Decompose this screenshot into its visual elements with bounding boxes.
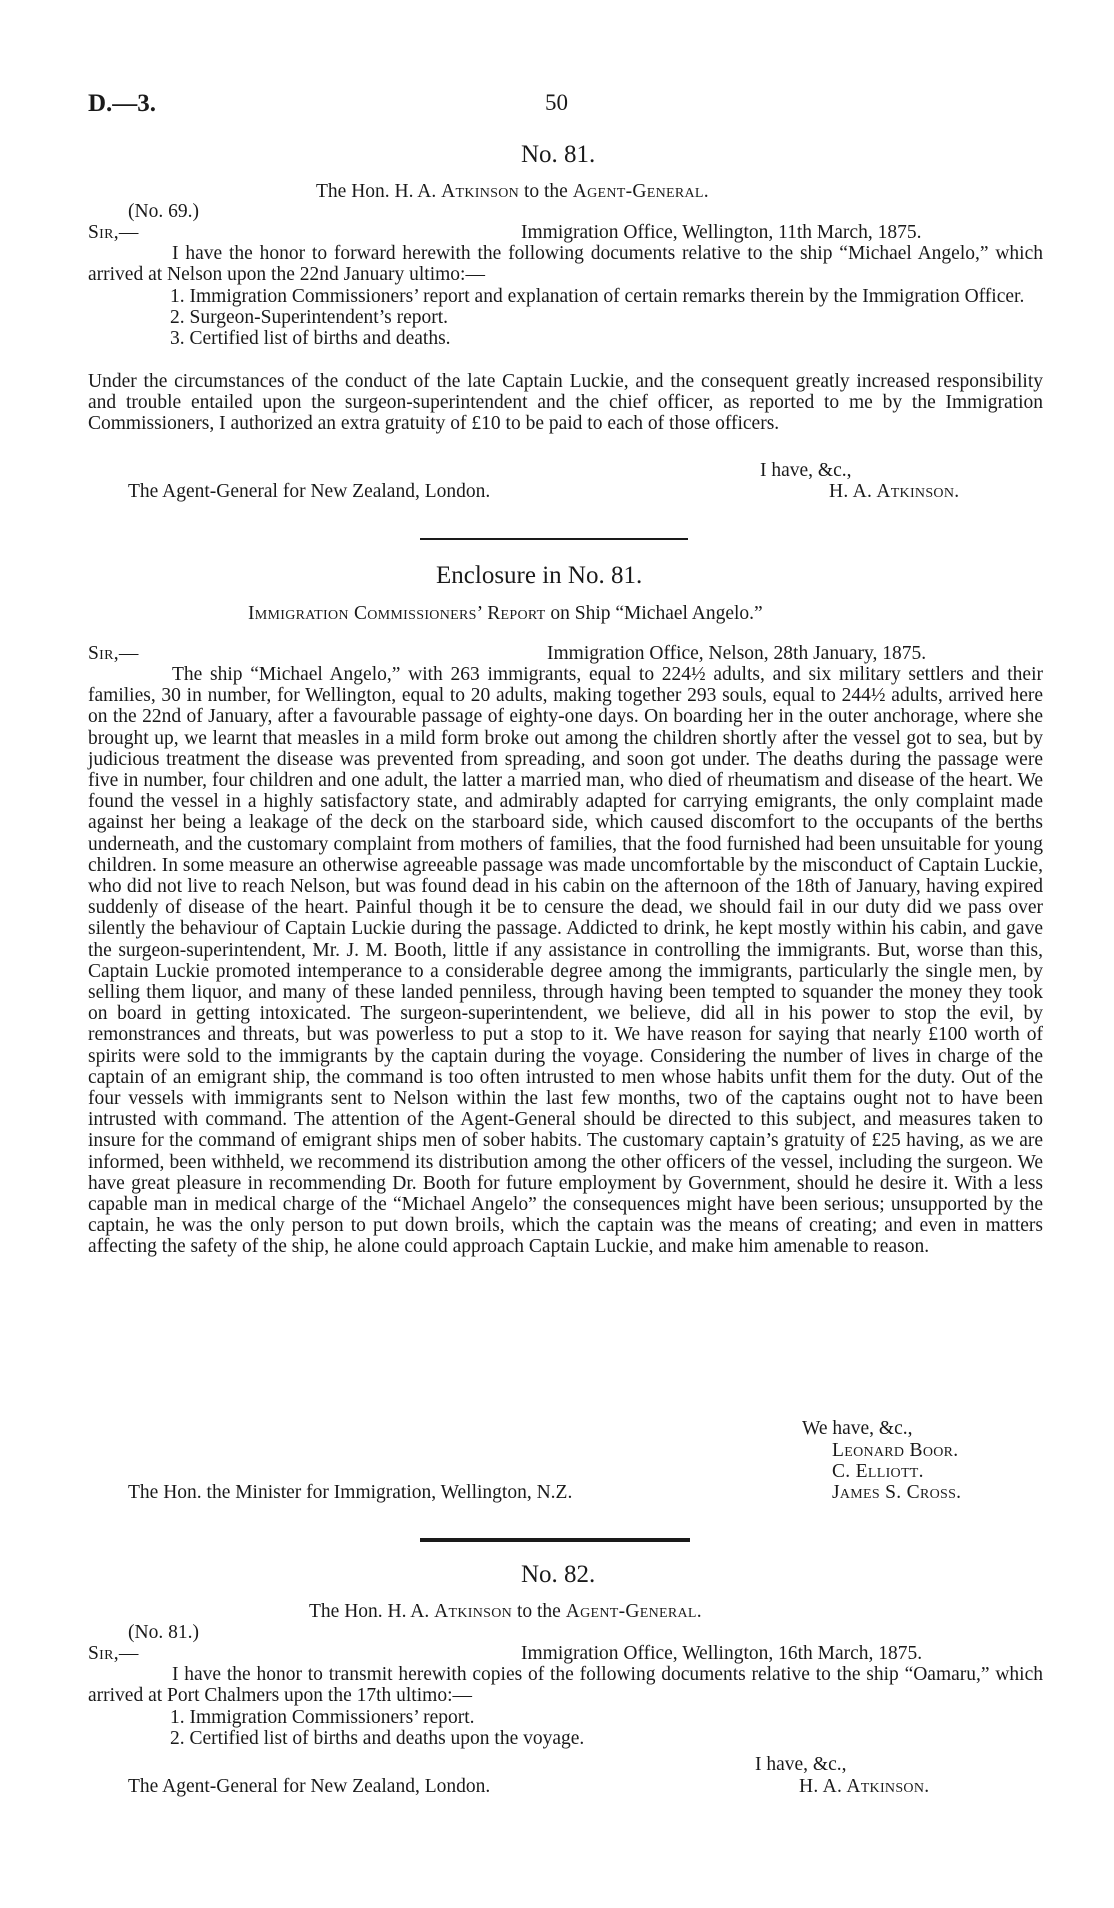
doc81-ref: (No. 69.) [128,201,199,222]
doc81-body-main [88,371,1043,435]
doc81-place-date: Immigration Office, Wellington, 11th March, 1875. [521,222,922,243]
doc82-from-to [309,1601,702,1622]
doc81-item-3: 3. Certified list of births and deaths. [170,328,451,350]
page-number: 50 [545,90,568,115]
enclosure-closing: We have, &c., [802,1418,913,1439]
doc81-from-to [316,181,709,202]
doc82-salutation: Sir,— [88,1643,139,1664]
series-code: D.—3. [88,90,157,117]
doc81-body2: Under the circumstances of the conduct of the late Captain Luckie, and the consequent greatly increased responsibility and trouble entailed upon the surgeon-superintendent and the chief officer, as reported to me by the Immigration Commissioners, I authorized an extra gratuity of £10 to be paid to each of those officers. [88,371,1043,435]
doc82-list [170,1707,1043,1749]
enclosure-report [88,664,1043,1258]
doc82-body-intro [88,1664,1043,1706]
doc81-from: The Hon. H. A. [316,181,437,202]
doc82-place-date: Immigration Office, Wellington, 16th March, 1875. [521,1643,923,1664]
enclosure-subheading-title: Immigration Commissioners’ Report [248,603,546,624]
doc81-salutation: Sir,— [88,222,139,243]
enclosure-signature-2: C. Elliott. [832,1461,924,1482]
doc81-item-1: 1. Immigration Commissioners’ report and explanation of certain remarks therein by the Immigration Officer. [170,286,1025,307]
enclosure-subheading-ship: on Ship “Michael Angelo.” [550,603,763,624]
enclosure-signature-3: James S. Cross. [832,1482,962,1503]
doc82-from-name: Atkinson [434,1601,513,1622]
enclosure-place-date: Immigration Office, Nelson, 28th January, 1875. [547,643,927,664]
doc81-addressee: The Agent-General for New Zealand, London. [128,481,491,502]
doc82-closing: I have, &c., [755,1754,847,1775]
enclosure-heading: Enclosure in No. 81. [436,562,643,589]
doc82-number: No. 82. [521,1561,596,1588]
doc81-to-word: to the [523,181,568,202]
enclosure-body: The ship “Michael Angelo,” with 263 immigrants, equal to 224½ adults, and six military settlers and their families, 30 in number, for Wellington, equal to 20 adults, making together 293 souls, equal to 244½ adults, arrived here on the 22nd of January, after a favourable passage of eighty-one days. On boarding her in the outer anchorage, where she brought up, we learnt that measles in a mild form broke out among the children shortly after the vessel got to sea, but by judicious treatment the disease was prevented from spreading, and soon got under. The deaths during the passage were five in number, four children and one adult, the latter a married man, who died of rheumatism and disease of the heart. We found the vessel in a highly satisfactory state, and admirably adapted for carrying emigrants, the only complaint made against her being a leakage of the deck on the starboard side, which caused discomfort to the occupants of the berths underneath, and the customary complaint from mothers of families, that the food furnished had been unsuitable for young children. In some measure an otherwise agreeable passage was made uncomfortable by the misconduct of Captain Luckie, who did not live to reach Nelson, but was found dead in his cabin on the afternoon of the 18th of January, having expired suddenly of disease of the heart. Painful though it be to censure the dead, we should fail in our duty did we pass over silently the behaviour of Captain Luckie during the passage. Addicted to drink, he kept mostly within his cabin, and gave the surgeon-superintendent, Mr. J. M. Booth, little if any assistance in controlling the immigrants. But, worse than this, Captain Luckie promoted intemperance to a considerable degree among the immigrants, particularly the single men, by selling them liquor, and many of these landed penniless, through having been tempted to squander the money they took on board in getting intoxicated. The surgeon-superintendent, we believe, did all in his power to stop the evil, by remonstrances and threats, but was powerless to put a stop to it. We have reason for saying that nearly £100 worth of spirits were sold to the immigrants by the captain during the voyage. Considering the number of lives in charge of the captain of an emigrant ship, the command is too often intrusted to men whose habits unfit them for the duty. Out of the four vessels with immigrants sent to Nelson within the last few months, two of the captains ought not to have been intrusted with command. The attention of the Agent-General should be directed to this subject, and measures taken to insure for the command of emigrant ships men of sober habits. The customary captain’s gratuity of £25 having, as we are informed, been withheld, we recommend its distribution among the other officers of the vessel, including the surgeon. We have great pleasure in recommending Dr. Booth for future employment by Government, should he desire it. With a less capable man in medical charge of the “Michael Angelo” the consequences might have been serious; unsupported by the captain, he was the only person to put down broils, which the captain was the means of creating; and even in matters affecting the safety of the ship, he alone could approach Captain Luckie, and make him amenable to reason. [88,664,1043,1258]
doc81-to-name: Agent-General. [572,181,709,202]
doc82-from: The Hon. H. A. [309,1601,430,1622]
enclosure-signature-1: Leonard Boor. [832,1440,959,1461]
doc81-number: No. 81. [521,141,596,168]
doc81-list [170,286,1043,350]
doc82-to-word: to the [516,1601,561,1622]
thick-divider [420,1538,690,1542]
doc81-signature: H. A. Atkinson. [829,481,960,502]
doc81-from-name: Atkinson [441,181,520,202]
doc82-body1: I have the honor to transmit herewith copies of the following documents relative to the ship “Oamaru,” which arrived at Port Chalmers upon the 17th ultimo:— [88,1664,1043,1707]
doc81-item-2: 2. Surgeon-Superintendent’s report. [170,307,449,329]
doc81-body1: I have the honor to forward herewith the following documents relative to the ship “Michael Angelo,” which arrived at Nelson upon the 22nd January ultimo:— [88,243,1043,286]
section-divider [420,538,688,540]
doc81-closing: I have, &c., [760,460,852,481]
doc82-ref: (No. 81.) [128,1622,199,1643]
doc82-item-1: 1. Immigration Commissioners’ report. [170,1707,475,1728]
enclosure-addressee: The Hon. the Minister for Immigration, Wellington, N.Z. [128,1482,573,1503]
doc82-signature: H. A. Atkinson. [799,1776,930,1797]
enclosure-subheading [248,603,763,624]
doc81-body-intro [88,243,1043,285]
doc82-to-name: Agent-General. [565,1601,702,1622]
doc82-item-2: 2. Certified list of births and deaths upon the voyage. [170,1728,585,1750]
doc82-addressee: The Agent-General for New Zealand, London. [128,1776,491,1797]
enclosure-salutation: Sir,— [88,643,139,664]
